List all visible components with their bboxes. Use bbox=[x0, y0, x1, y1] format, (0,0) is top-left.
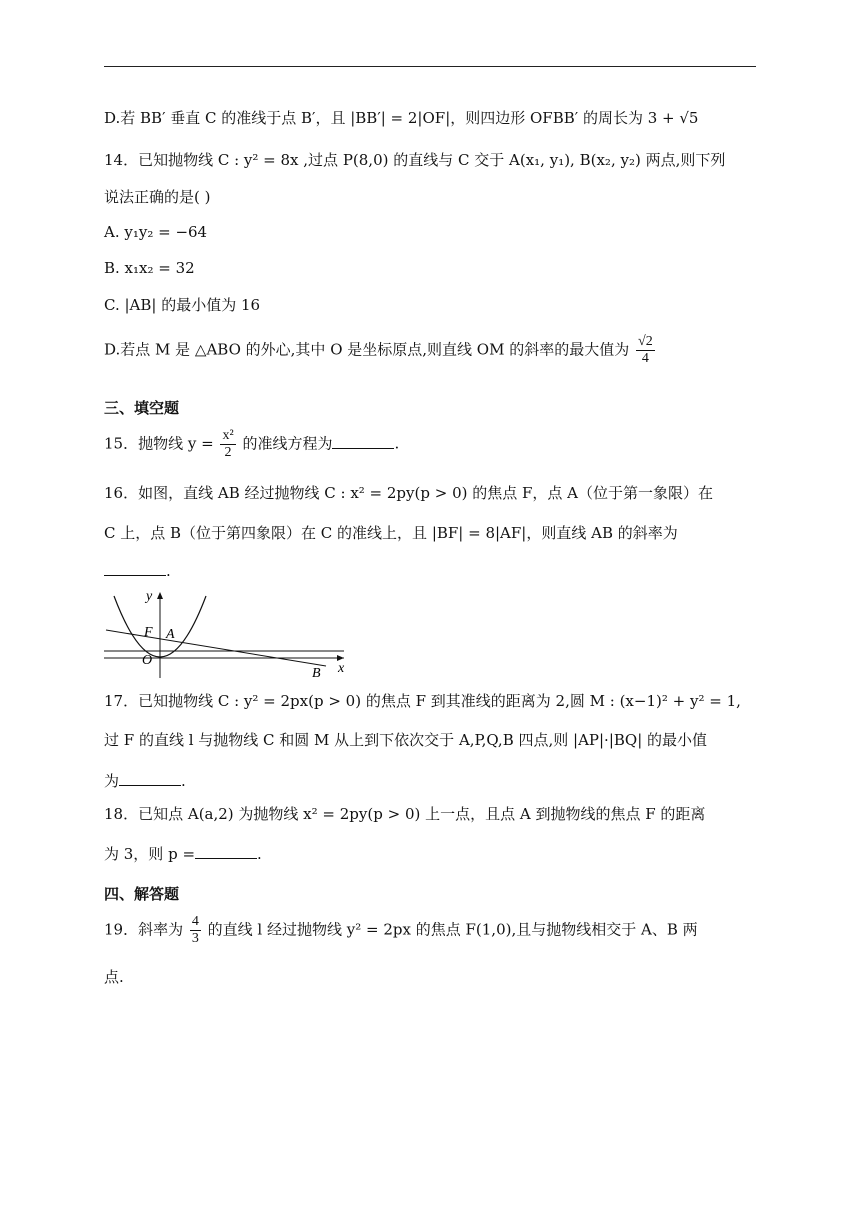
y-axis-arrow bbox=[157, 592, 163, 599]
q18-line1: 18．已知点 A(a,2) 为抛物线 x² = 2py(p > 0) 上一点，且点 A 到抛物线的焦点 F 的距离 bbox=[104, 805, 706, 823]
q14-option-d-text: D.若点 M 是 △ABO 的外心,其中 O 是坐标原点,则直线 OM 的斜率的最大值为 bbox=[104, 340, 630, 359]
q15 bbox=[104, 428, 399, 461]
label-y: y bbox=[146, 589, 153, 604]
q14-option-a: A. y₁y₂ = −64 bbox=[104, 223, 208, 241]
fraction-numerator: x² bbox=[222, 428, 234, 443]
q19-pre: 19．斜率为 bbox=[104, 920, 184, 939]
q14-option-d-fraction bbox=[636, 334, 655, 367]
q16-figure bbox=[104, 588, 354, 684]
section-heading-fill-blank: 三、填空题 bbox=[104, 399, 180, 417]
q15-pre: 15．抛物线 y = bbox=[104, 434, 214, 453]
q16-line2: C 上，点 B（位于第四象限）在 C 的准线上，且 |BF| = 8|AF|，则直线 AB 的斜率为 bbox=[104, 524, 678, 542]
q18-line2-pre: 为 3，则 p = bbox=[104, 845, 196, 863]
answer-blank bbox=[195, 844, 257, 859]
q14-option-d bbox=[104, 334, 657, 367]
label-x: x bbox=[338, 661, 345, 676]
q15-end: . bbox=[394, 434, 400, 453]
q19-fraction bbox=[190, 914, 201, 947]
label-b: B bbox=[312, 666, 321, 680]
q17-line3 bbox=[104, 770, 186, 792]
header-rule bbox=[104, 66, 756, 67]
q16-line3 bbox=[104, 560, 171, 582]
fraction-denominator: 4 bbox=[641, 351, 649, 366]
q15-post: 的准线方程为 bbox=[242, 434, 333, 453]
fraction-denominator: 2 bbox=[224, 445, 232, 460]
q19-line2: 点. bbox=[104, 968, 124, 986]
q14-stem-line1: 14．已知抛物线 C : y² = 8x ,过点 P(8,0) 的直线与 C 交于 A(x₁, y₁), B(x₂, y₂) 两点,则下列 bbox=[104, 151, 726, 169]
section-heading-solve: 四、解答题 bbox=[104, 885, 180, 903]
line-ab bbox=[106, 630, 326, 666]
q19-line1 bbox=[104, 914, 698, 947]
q16-line1: 16．如图，直线 AB 经过抛物线 C : x² = 2py(p > 0) 的焦点 F，点 A（位于第一象限）在 bbox=[104, 484, 714, 502]
q14-stem-line2: 说法正确的是( ) bbox=[104, 188, 211, 206]
fraction-numerator: √2 bbox=[638, 334, 653, 349]
q17-end: . bbox=[181, 772, 186, 790]
q14-option-c: C. |AB| 的最小值为 16 bbox=[104, 296, 261, 314]
label-o: O bbox=[142, 653, 153, 668]
q17-line1: 17．已知抛物线 C : y² = 2px(p > 0) 的焦点 F 到其准线的距离为 2,圆 M : (x−1)² + y² = 1, bbox=[104, 692, 741, 710]
q17-line2: 过 F 的直线 l 与抛物线 C 和圆 M 从上到下依次交于 A,P,Q,B 四点,则 |AP|·|BQ| 的最小值 bbox=[104, 731, 708, 749]
q18-end: . bbox=[257, 845, 262, 863]
parabola-diagram bbox=[104, 588, 354, 680]
answer-blank bbox=[119, 771, 181, 786]
q18-line2 bbox=[104, 843, 262, 865]
fraction-numerator: 4 bbox=[191, 914, 199, 929]
q13-option-d: D.若 BB′ 垂直 C 的准线于点 B′，且 |BB′| = 2|OF|，则四边形 OFBB′ 的周长为 3 + √5 bbox=[104, 109, 699, 127]
answer-blank bbox=[104, 561, 166, 576]
q16-end: . bbox=[166, 562, 171, 580]
label-a: A bbox=[166, 627, 175, 642]
answer-blank bbox=[332, 434, 394, 449]
label-f: F bbox=[144, 625, 153, 640]
q19-post: 的直线 l 经过抛物线 y² = 2px 的焦点 F(1,0),且与抛物线相交于 A、B 两 bbox=[207, 920, 698, 939]
q14-option-b: B. x₁x₂ = 32 bbox=[104, 259, 195, 277]
q15-fraction bbox=[220, 428, 235, 461]
fraction-denominator: 3 bbox=[191, 931, 199, 946]
q17-line3-pre: 为 bbox=[104, 772, 120, 790]
